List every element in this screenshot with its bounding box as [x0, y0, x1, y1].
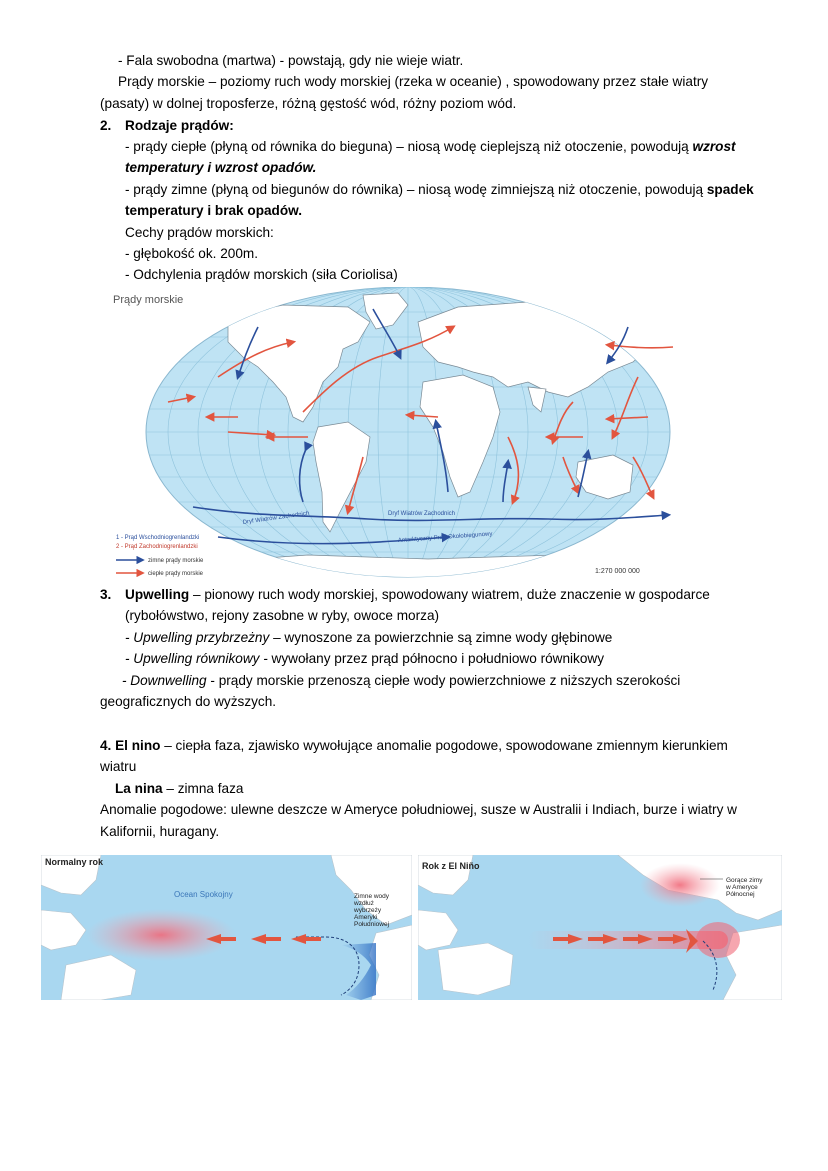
text-segment: – wynoszone za powierzchnie są zimne wody głębinowe	[269, 630, 613, 645]
text-line	[125, 628, 612, 647]
term: - Upwelling przybrzeżny	[125, 630, 270, 645]
term: - Downwelling	[122, 673, 207, 688]
section-title: 4. El nino	[100, 738, 161, 753]
section-number: 3.	[100, 587, 112, 602]
text-segment: - prądy zimne (płyną od biegunów do równika) – niosą wodę zimniejszą niż otoczenie, powodują	[125, 182, 707, 197]
annotation-line: Gorące zimy	[726, 877, 763, 884]
annotation-line: Ameryki	[354, 914, 378, 921]
el-nino-year-diagram	[418, 855, 782, 1000]
text-line	[122, 671, 680, 690]
map-title: Prądy morskie	[113, 294, 184, 306]
text-line: Anomalie pogodowe: ulewne deszcze w Ameryce południowej, susze w Australii i Indiach, burze i wiatry w	[100, 802, 737, 817]
legend-item: ciepłe prądy morskie	[148, 571, 204, 577]
text-line: (pasaty) w dolnej troposferze, różną gęstość wód, różny poziom wód.	[100, 96, 517, 111]
annotation-line: wzdłuż	[354, 900, 374, 907]
normal-year-diagram	[41, 855, 412, 1000]
emphasis: spadek	[706, 182, 754, 197]
emphasis: wzrost	[692, 139, 736, 154]
text-segment: - prądy ciepłe (płyną od równika do bieguna) – niosą wodę cieplejszą niż otoczenie, powodują	[125, 139, 693, 154]
legend-item: zimne prądy morskie	[148, 558, 204, 564]
text-segment: – pionowy ruch wody morskiej, spowodowany wiatrem, duże znaczenie w gospodarce	[189, 587, 710, 602]
text-line	[100, 736, 728, 755]
text-line: - Odchylenia prądów morskich (siła Coriolisa)	[125, 267, 398, 282]
text-line	[125, 585, 710, 604]
text-line: Kalifornii, huragany.	[100, 824, 220, 839]
text-segment: - prądy morskie przenoszą ciepłe wody powierzchniowe z niższych szerokości	[206, 673, 681, 688]
text-line: - głębokość ok. 200m.	[125, 246, 258, 261]
text-line: temperatury i wzrost opadów.	[125, 160, 317, 175]
annotation-line: Północnej	[726, 891, 755, 898]
legend-item: 1 - Prąd Wschodniogrenlandzki	[116, 535, 200, 541]
text-line	[115, 779, 243, 798]
annotation-line: wybrzeży	[354, 907, 382, 914]
section-title: Upwelling	[125, 587, 190, 602]
legend-item: 2 - Prąd Zachodniogrenlandzki	[116, 544, 198, 550]
ocean-currents-map	[108, 287, 676, 581]
text-line: wiatru	[100, 759, 137, 774]
text-line: geograficznych do wyższych.	[100, 694, 277, 709]
current-label: Dryf Wiatrów Zachodnich	[242, 510, 310, 526]
term: - Upwelling równikowy -	[125, 651, 268, 666]
text-line: temperatury i brak opadów.	[125, 203, 303, 218]
text-segment: wywołany przez prąd północno i południowo równikowy	[267, 651, 605, 666]
text-line	[125, 137, 736, 156]
diagram-title: Rok z El Niño	[422, 861, 480, 871]
text-line: Prądy morskie – poziomy ruch wody morskiej (rzeka w oceanie) , spowodowany przez stałe wiatry	[118, 74, 709, 89]
annotation-line: w Ameryce	[726, 884, 758, 891]
text-line: (rybołówstwo, rejony zasobne w ryby, owoce morza)	[125, 608, 440, 623]
section-title: Rodzaje prądów:	[125, 118, 234, 133]
diagram-title: Normalny rok	[45, 857, 104, 867]
text-segment: – zimna faza	[162, 781, 244, 796]
text-segment: – ciepła faza, zjawisko wywołujące anomalie pogodowe, spowodowane zmiennym kierunkiem	[160, 738, 728, 753]
text-line	[125, 180, 754, 199]
annotation-line: Zimne wody	[354, 893, 390, 900]
ocean-label: Ocean Spokojny	[174, 890, 233, 899]
text-line: - Fala swobodna (martwa) - powstają, gdy nie wieje wiatr.	[118, 53, 464, 68]
current-label: Antarktyczny Prąd Okołobiegunowy	[397, 531, 493, 544]
current-label: Dryf Wiatrów Zachodnich	[388, 511, 456, 517]
text-line: Cechy prądów morskich:	[125, 225, 274, 240]
section-number: 2.	[100, 118, 112, 133]
map-scale: 1:270 000 000	[595, 568, 640, 575]
text-line	[125, 649, 604, 668]
annotation-line: Południowej	[354, 921, 390, 928]
term: La nina	[115, 781, 163, 796]
